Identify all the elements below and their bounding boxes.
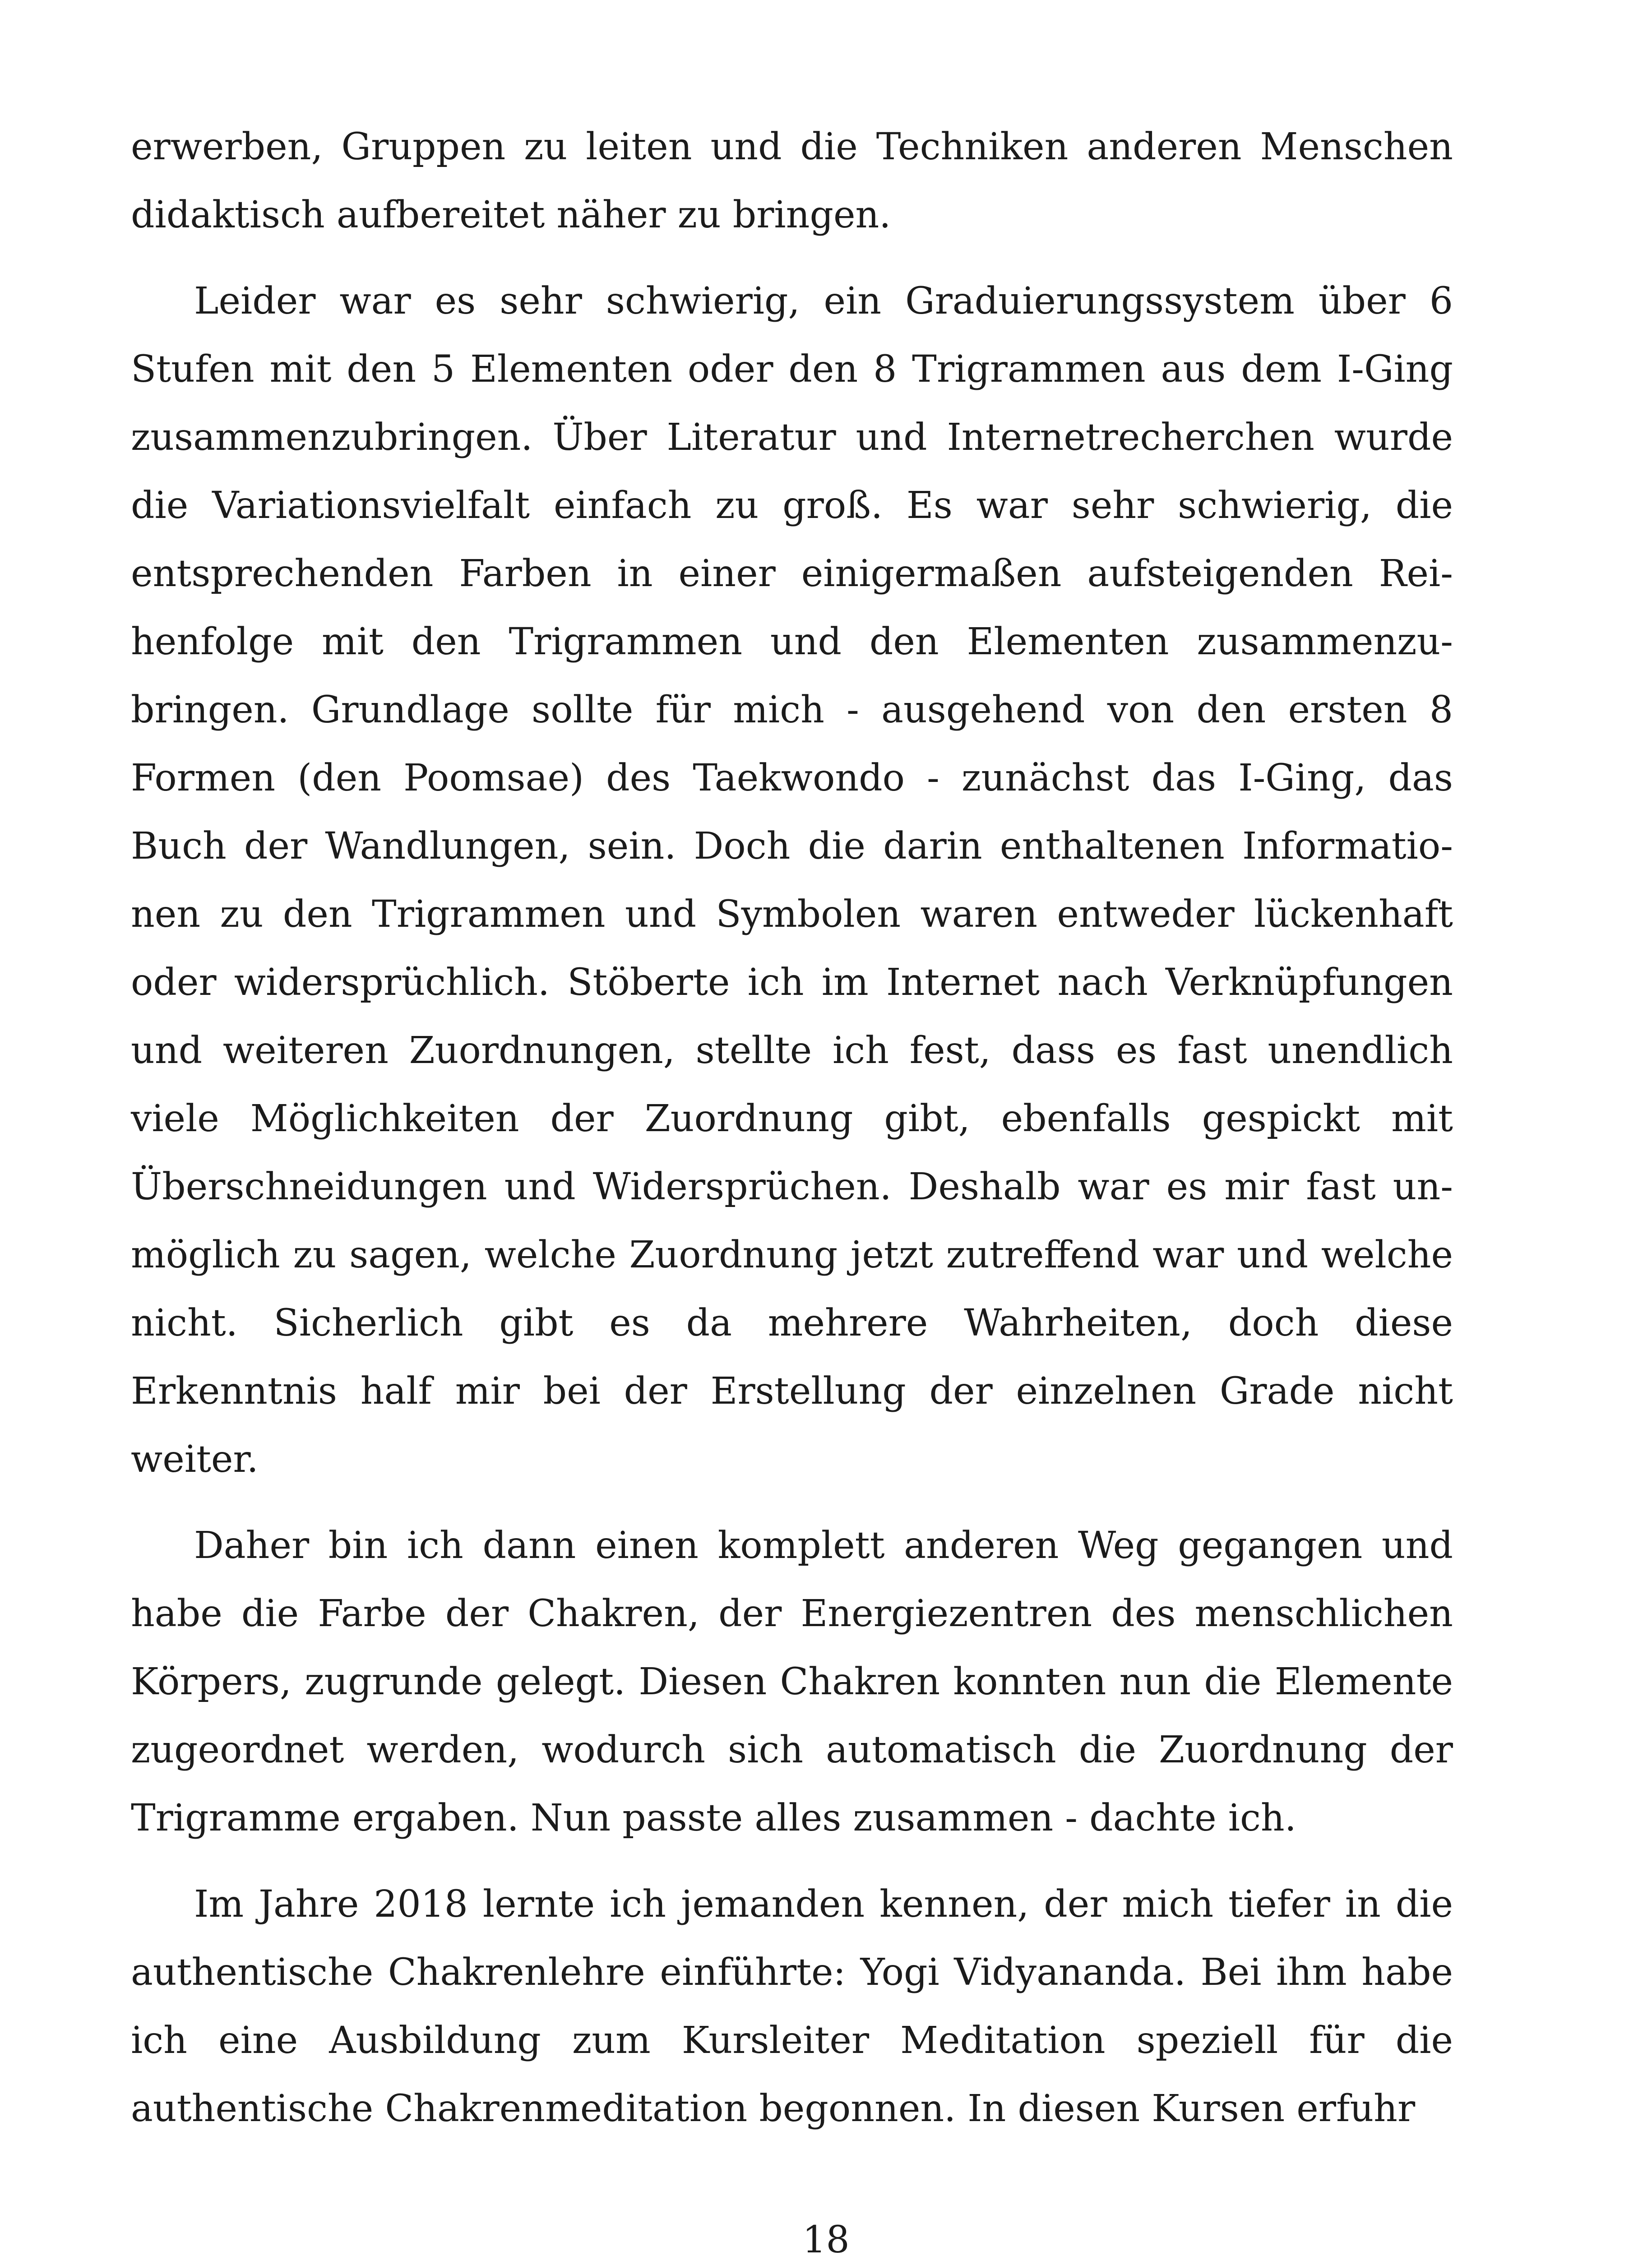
paragraph-continuation: erwerben, Gruppen zu leiten und die Techniken anderen Menschen didaktisch aufbereitet näher zu bringen. (131, 125, 1453, 236)
paragraph-yogi-vidyananda: Im Jahre 2018 lernte ich jemanden kennen, der mich tiefer in die authentische Chakrenlehre einführte: Yogi Vidyananda. Bei ihm habe ich eine Ausbildung zum Kursleiter Meditation speziell für die authentische Chakrenmeditation begonnen. In diesen Kursen erfuhr (131, 1883, 1453, 2130)
paragraph-chakra-colors: Daher bin ich dann einen komplett anderen Weg gegangen und habe die Farbe der Chakren, der Energiezentren des menschlichen Körpers, zugrunde gelegt. Diesen Chakren konnten nun die Elemente zugeordnet werden, wodurch sich automatisch die Zuordnung der Trigramme ergaben. Nun passte alles zusammen - dachte ich. (131, 1524, 1453, 1840)
page-number: 18 (802, 2219, 850, 2256)
paragraph-graduation-system: Leider war es sehr schwierig, ein Graduierungssystem über 6 Stufen mit den 5 Elementen oder den 8 Trigrammen aus dem I-Ging zusammenzubringen. Über Literatur und Internetrecherchen wurde die Variationsvielfalt einfach zu groß. Es war sehr schwierig, die entsprechenden Farben in einer einigermaßen aufsteigenden Reihenfolge mit den Trigrammen und den Elementen zusammenzubringen. Grundlage sollte für mich - ausgehend von den ersten 8 Formen (den Poomsae) des Taekwondo - zunächst das I-Ging, das Buch der Wandlungen, sein. Doch die darin enthaltenen Informationen zu den Trigrammen und Symbolen waren entweder lückenhaft oder widersprüchlich. Stöberte ich im Internet nach Verknüpfungen und weiteren Zuordnungen, stellte ich fest, dass es fast unendlich viele Möglichkeiten der Zuordnung gibt, ebenfalls gespickt mit Überschneidungen und Widersprüchen. Deshalb war es mir fast unmöglich zu sagen, welche Zuordnung jetzt zutreffend war und welche nicht. Sicherlich gibt es da mehrere Wahrheiten, doch diese Erkenntnis half mir bei der Erstellung der einzelnen Grade nicht weiter. (131, 280, 1453, 1481)
body-text (131, 113, 1453, 2143)
